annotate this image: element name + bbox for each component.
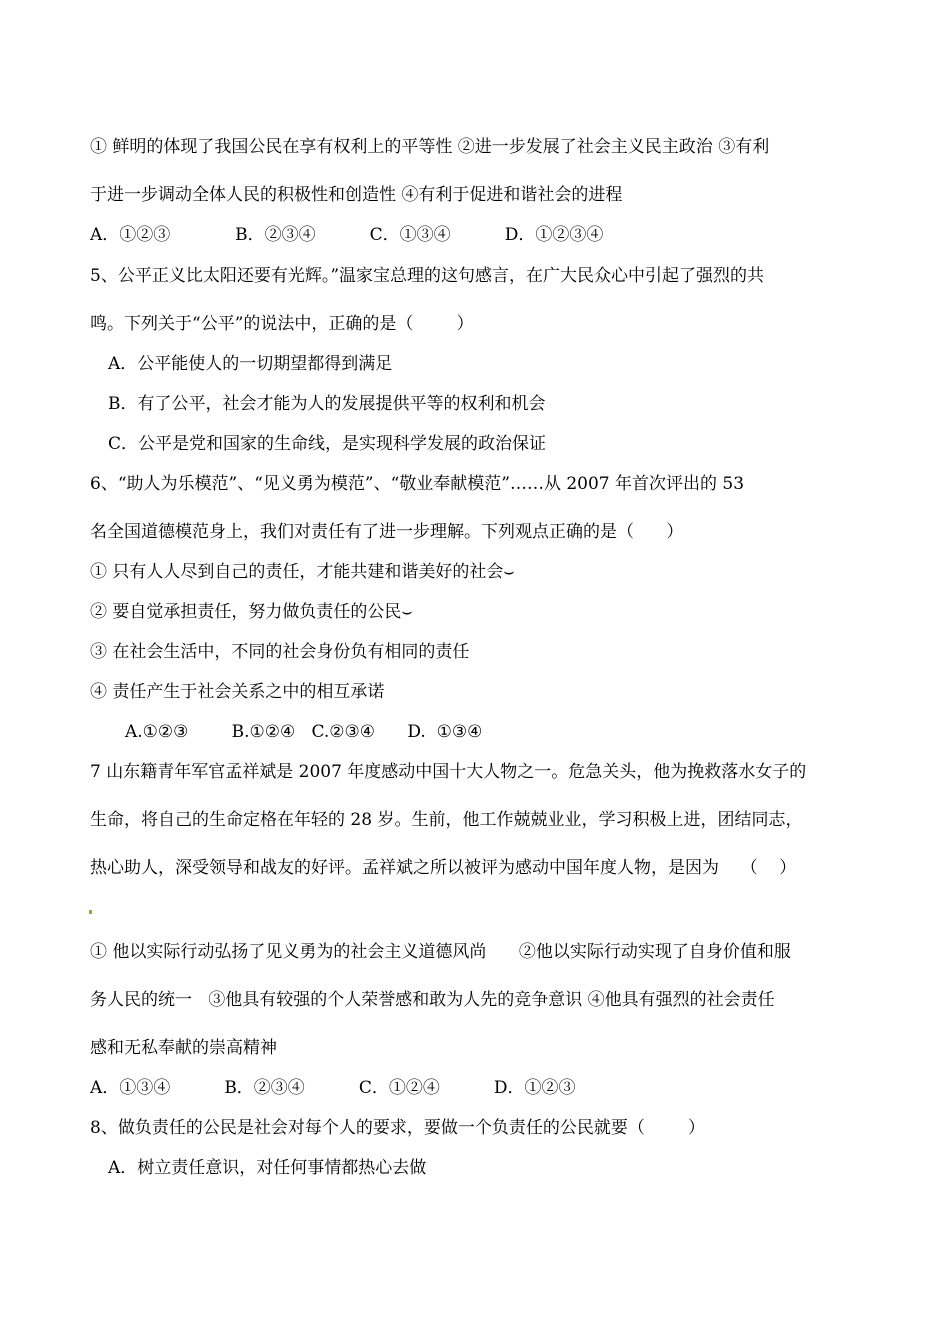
q7-options: A．①③④ B．②③④ C．①②④ D．①②③ [90, 1078, 576, 1098]
q5-option-a: A．公平能使人的一切期望都得到满足 [108, 354, 393, 374]
stray-mark [89, 910, 92, 914]
q8-option-a: A．树立责任意识，对任何事情都热心去做 [108, 1158, 427, 1178]
q6-statement-1: ① 只有人人尽到自己的责任，才能共建和谐美好的社会⌣ [90, 562, 515, 582]
q7-statements-line-2: 务人民的统一 ③他具有较强的个人荣誉感和敢为人先的竞争意识 ④他具有强烈的社会责任 [90, 990, 775, 1010]
text-line-2: 于进一步调动全体人民的积极性和创造性 ④有利于促进和谐社会的进程 [90, 185, 623, 205]
q6-statement-2: ② 要自觉承担责任，努力做负责任的公民⌣ [90, 602, 413, 622]
q8-stem: 8、做负责任的公民是社会对每个人的要求，要做一个负责任的公民就要（ ） [90, 1118, 706, 1138]
q5-stem-line-2: 鸣。下列关于“公平”的说法中，正确的是（ ） [90, 314, 474, 334]
q7-statements-line-3: 感和无私奉献的崇高精神 [90, 1038, 277, 1058]
q6-statement-3: ③ 在社会生活中，不同的社会身份负有相同的责任 [90, 642, 470, 662]
text-line-1: ① 鲜明的体现了我国公民在享有权利上的平等性 ②进一步发展了社会主义民主政治 ③有利 [90, 137, 770, 157]
q4-options: A．①②③ B．②③④ C．①③④ D．①②③④ [90, 225, 604, 245]
q6-options: A.①②③ B.①②④ C.②③④ D. ①③④ [125, 722, 483, 742]
q5-option-c: C．公平是党和国家的生命线，是实现科学发展的政治保证 [108, 434, 547, 454]
q7-stem-line-2: 生命，将自己的生命定格在年轻的 28 岁。生前，他工作兢兢业业，学习积极上进，团结同志， [90, 810, 803, 830]
q7-stem-line-1: 7 山东籍青年军官孟祥斌是 2007 年度感动中国十大人物之一。危急关头，他为挽救落水女子的 [90, 762, 807, 782]
q7-statements-line-1: ① 他以实际行动弘扬了见义勇为的社会主义道德风尚 ②他以实际行动实现了自身价值和服 [90, 942, 791, 962]
q7-stem-line-3: 热心助人，深受领导和战友的好评。孟祥斌之所以被评为感动中国年度人物，是因为 （ ） [90, 858, 797, 878]
q6-stem-line-2: 名全国道德模范身上，我们对责任有了进一步理解。下列观点正确的是（ ） [90, 522, 684, 542]
q6-statement-4: ④ 责任产生于社会关系之中的相互承诺 [90, 682, 385, 702]
q6-stem-line-1: 6、“助人为乐模范”、“见义勇为模范”、“敬业奉献模范”……从 2007 年首次评出的 53 [90, 474, 745, 494]
q5-option-b: B．有了公平，社会才能为人的发展提供平等的权利和机会 [108, 394, 546, 414]
q5-stem-line-1: 5、公平正义比太阳还要有光辉。”温家宝总理的这句感言，在广大民众心中引起了强烈的共 [90, 266, 765, 286]
